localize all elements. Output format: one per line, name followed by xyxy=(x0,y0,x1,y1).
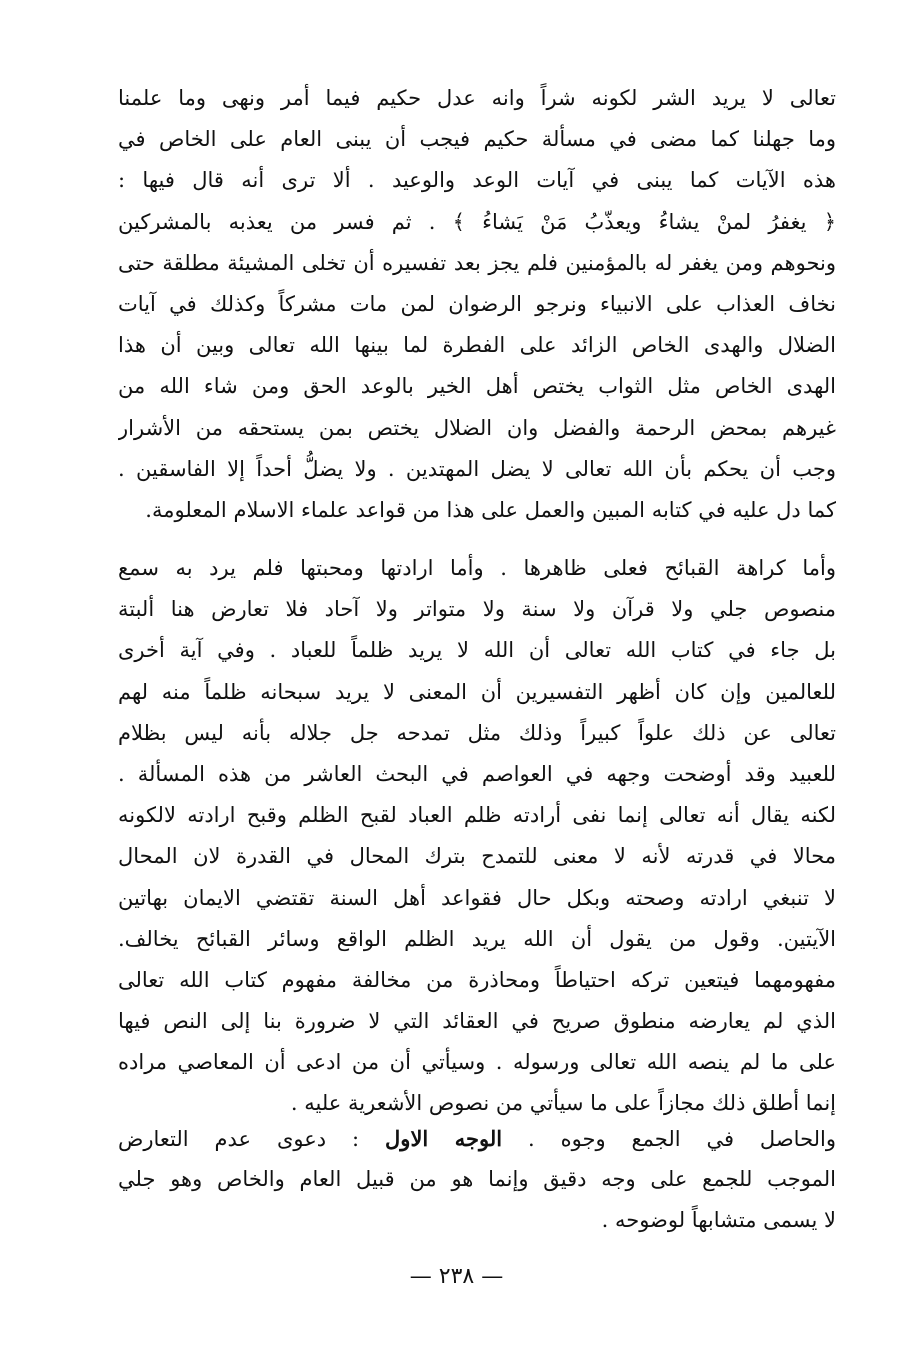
text-line: على ما لم ينصه الله تعالى ورسوله . وسيأتي أن من ادعى أن المعاصي مراده xyxy=(118,1050,836,1075)
text-line: تعالى عن ذلك علواً كبيراً وذلك مثل تمدحه جل جلاله بأنه ليس بظلام xyxy=(118,720,836,745)
text-line: كما دل عليه في كتابه المبين والعمل على هذا من قواعد علماء الاسلام المعلومة. xyxy=(145,497,836,522)
text-line: وأما كراهة القبائح فعلى ظاهرها . وأما ارادتها ومحبتها فلم يرد به سمع xyxy=(118,556,836,580)
text-segment: والحاصل في الجمع وجوه . xyxy=(528,1127,836,1151)
text-line: بل جاء في كتاب الله تعالى أن الله لا يريد ظلماً للعباد . وفي آية أخرى xyxy=(118,638,836,663)
text-line: وجب أن يحكم بأن الله تعالى لا يضل المهتدين . ولا يضلُّ أحداً إلا الفاسقين . xyxy=(118,456,836,481)
text-line: إنما أطلق ذلك مجازاً على ما سيأتي من نصوص الأشعرية عليه . xyxy=(290,1091,836,1116)
text-line: ونحوهم ومن يغفر له بالمؤمنين فلم يجز بعد تفسيره أن تخلى المشيئة مطلقة حتى xyxy=(118,250,836,275)
text-line: الآيتين. وقول من يقول أن الله يريد الظلم الواقع وسائر القبائح يخالف. xyxy=(118,926,836,951)
text-line: وما جهلنا كما مضى في مسألة حكيم فيجب أن يبنى العام على الخاص في xyxy=(118,127,836,152)
text-line: لا يسمى متشابهاً لوضوحه . xyxy=(601,1208,836,1233)
paragraph-1 xyxy=(118,78,836,531)
paragraph-2 xyxy=(118,548,836,1125)
text-line: للعالمين وإن كان أظهر التفسيرين أن المعنى لا يريد سبحانه ظلماً منه لهم xyxy=(118,679,836,704)
text-line: مفهومهما فيتعين تركه احتياطاً ومحاذرة من مخالفة مفهوم كتاب الله تعالى xyxy=(118,967,836,992)
paragraph-3 xyxy=(118,1118,836,1242)
text-line: الذي لم يعارضه منطوق صريح في العقائد التي لا ضرورة بنا إلى النص فيها xyxy=(118,1009,836,1034)
text-line xyxy=(118,1118,836,1159)
text-line: نخاف العذاب على الانبياء ونرجو الرضوان لمن مات مشركاً وكذلك في آيات xyxy=(118,291,836,316)
text-line: منصوص جلي ولا قرآن ولا سنة ولا متواتر ولا آحاد فلا تعارض هنا ألبتة xyxy=(118,597,836,622)
text-line: تعالى لا يريد الشر لكونه شراً وانه عدل حكيم فيما أمر ونهى وما علمنا xyxy=(118,86,836,110)
text-line: لكنه يقال أنه تعالى إنما نفى أرادته ظلم العباد لقبح الظلم وقبح ارادته لالكونه xyxy=(118,803,836,828)
text-line: الموجب للجمع على وجه دقيق وإنما هو من قبيل العام والخاص وهو جلي xyxy=(118,1167,836,1192)
section-heading: الوجه الاول xyxy=(385,1126,503,1151)
text-segment: : دعوى عدم التعارض xyxy=(118,1127,360,1151)
text-line: محالا في قدرته لأنه لا معنى للتمدح بترك المحال في القدرة لان المحال xyxy=(118,844,836,869)
quran-verse-line: ﴿ يغفرُ لمنْ يشاءُ ويعذّبُ مَنْ يَشاءُ ﴾ . ثم فسر من يعذبه بالمشركين xyxy=(118,209,836,234)
page-number: — ٢٣٨ — xyxy=(409,1264,504,1289)
text-line: الضلال والهدى الخاص الزائد على الفطرة لما بينها الله تعالى وبين أن هذا xyxy=(118,333,836,358)
text-line: للعبيد وقد أوضحت وجهه في العواصم في البحث العاشر من هذه المسألة . xyxy=(118,761,836,786)
text-line: هذه الآيات كما يبنى في آيات الوعد والوعيد . ألا ترى أنه قال فيها : xyxy=(118,168,836,193)
text-line: الهدى الخاص مثل الثواب يختص أهل الخير بالوعد الحق ومن شاء الله من xyxy=(118,374,836,399)
text-line: غيرهم بمحض الرحمة والفضل وان الضلال يختص بمن يستحقه من الأشرار xyxy=(118,415,836,440)
text-line: لا تنبغي ارادته وصحته وبكل حال فقواعد أهل السنة تقتضي الايمان بهاتين xyxy=(118,885,836,910)
